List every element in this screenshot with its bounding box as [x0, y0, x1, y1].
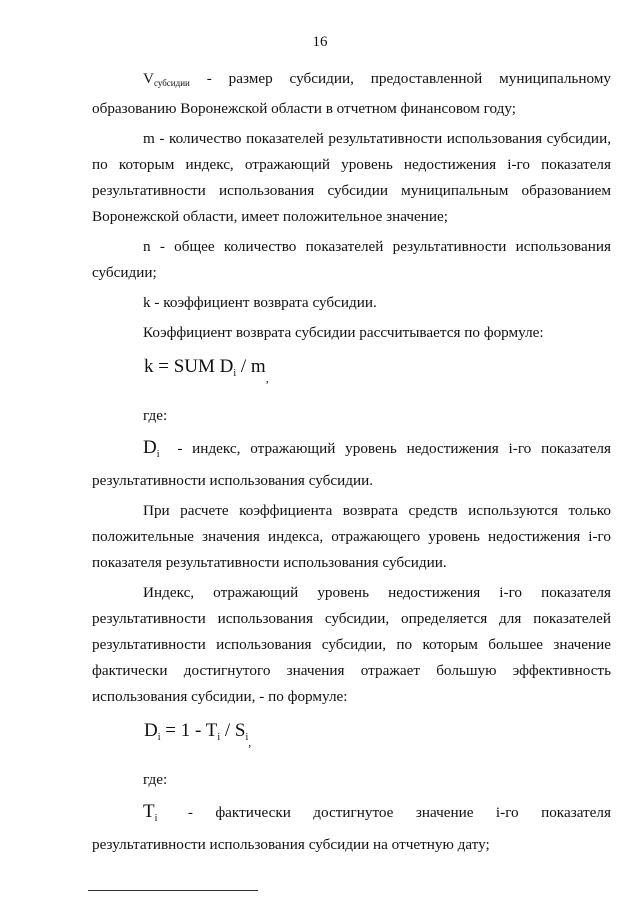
paragraph-v-text: - размер субсидии, предоставленной муниципальному образованию Воронежской области в отчетном финансовом году;: [92, 70, 611, 117]
formula-d-b-index: i: [217, 732, 221, 743]
formula-k-lhs: k = SUM D: [144, 356, 234, 377]
page-number: 16: [312, 34, 328, 50]
symbol-v: V: [143, 70, 154, 87]
formula-k: [144, 350, 611, 395]
formula-d: [144, 714, 611, 759]
definition-t-text: - фактически достигнутое значение i-го показателя: [165, 804, 611, 821]
paragraph-m: m - количество показателей результативности использования субсидии, по которым индекс, отражающий уровень недостижения i-го показателя результативности использования субсидии муниципальным образованием Воронежской области, имеет положительное значение;: [92, 130, 611, 225]
where-label-2: где:: [143, 771, 168, 788]
formula-d-div: / S: [220, 720, 246, 741]
definition-d-index: i: [156, 449, 160, 460]
bottom-rule: [88, 890, 258, 891]
symbol-v-subscript: субсидии: [153, 78, 190, 88]
definition-t-symbol: [143, 799, 157, 832]
formula-d-a-index: i: [157, 732, 161, 743]
definition-t-index: i: [154, 813, 158, 824]
formula-d-a: D: [144, 720, 158, 741]
paragraph-index-definition: Индекс, отражающий уровень недостижения i-го показателя результативности использования субсидии, определяется для показателей результативности использования субсидии, по которым большее значение фактически достигнутого значения отражает большую эффективность использования субсидии, - по формуле:: [92, 584, 611, 705]
paragraph-v-subsidy: [92, 66, 611, 122]
definition-d-text: - индекс, отражающий уровень недостижения i-го показателя: [167, 440, 611, 457]
definition-d-continuation: результативности использования субсидии.: [92, 472, 374, 489]
formula-k-comma: ,: [265, 371, 269, 385]
definition-d-letter: D: [143, 437, 157, 458]
formula-d-c-index: i: [245, 732, 249, 743]
definition-t: [143, 799, 611, 832]
paragraph-formula-intro: Коэффициент возврата субсидии рассчитывается по формуле:: [143, 324, 544, 341]
formula-d-mid: = 1 - T: [160, 720, 218, 741]
definition-t-continuation: результативности использования субсидии на отчетную дату;: [92, 836, 490, 853]
paragraph-n: n - общее количество показателей результативности использования субсидии;: [92, 238, 611, 281]
definition-t-letter: T: [143, 801, 155, 822]
formula-k-index: i: [233, 368, 237, 379]
paragraph-k: k - коэффициент возврата субсидии.: [143, 294, 377, 311]
formula-k-rhs: / m: [236, 356, 266, 377]
paragraph-positive-values: При расчете коэффициента возврата средств используются только положительные значения индекса, отражающего уровень недостижения i-го показателя результативности использования субсидии.: [92, 502, 611, 571]
formula-d-comma: ,: [248, 735, 252, 749]
document-body: [92, 66, 611, 862]
where-label-1: где:: [143, 407, 168, 424]
definition-d: [143, 435, 611, 468]
definition-d-symbol: [143, 435, 160, 468]
